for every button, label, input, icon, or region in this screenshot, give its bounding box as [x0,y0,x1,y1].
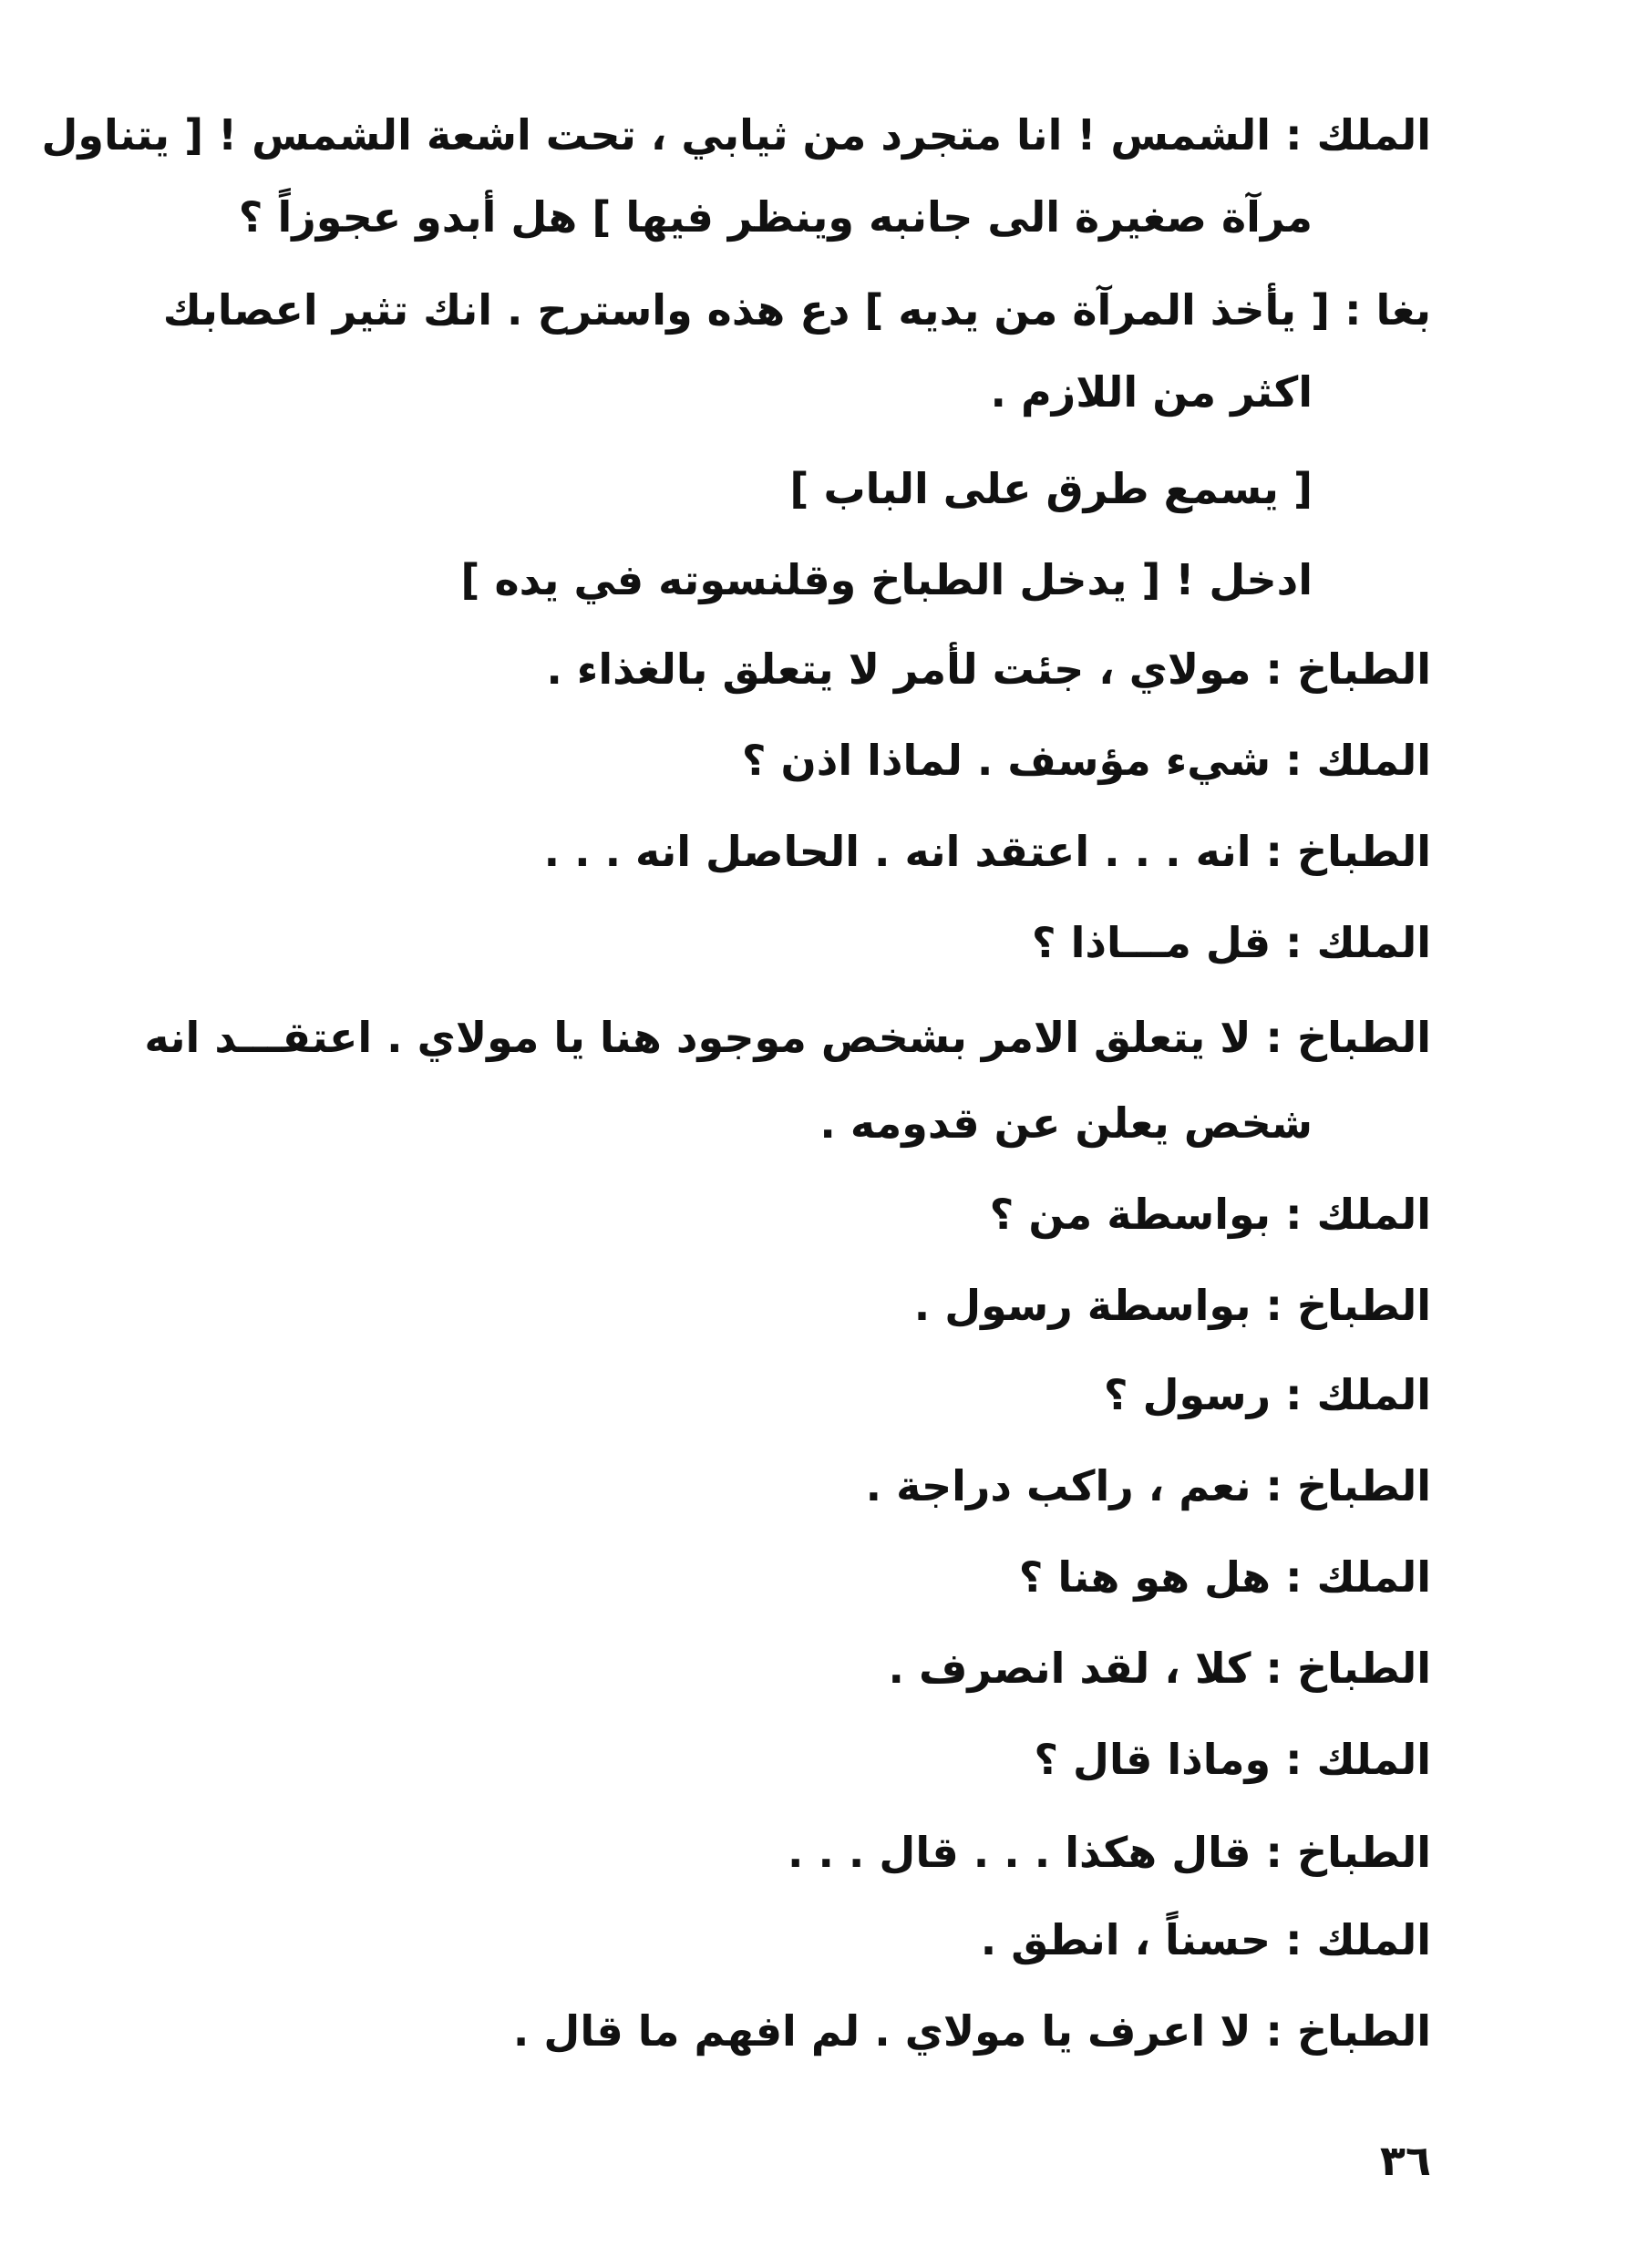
dialogue-line-21 [981,1912,1431,1967]
line-text: مولاي ، جئت لأمر لا يتعلق بالغذاء . [546,644,1266,694]
speaker-label: الطباخ : [1265,1281,1431,1330]
line-text: شخص يعلن عن قدومه . [819,1098,1313,1148]
dialogue-line-2 [239,190,1313,244]
dialogue-line-19 [1034,1732,1431,1787]
speaker-label: الطباخ : [1265,1461,1431,1510]
speaker-label: الملك : [1285,1552,1431,1602]
dialogue-line-11 [144,1010,1431,1065]
line-text: لا يتعلق الامر بشخص موجود هنا يا مولاي . اعتقـــد انه [144,1013,1266,1062]
dialogue-line-12 [819,1096,1313,1150]
line-text: قل مـــاذا ؟ [1031,918,1286,967]
dialogue-line-10 [1032,915,1431,970]
line-text: مرآة صغيرة الى جانبه وينظر فيها ] هل أبدو عجوزاً ؟ [238,192,1313,242]
line-text: هل هو هنا ؟ [1018,1552,1286,1602]
dialogue-line-13 [990,1187,1431,1242]
line-text: حسناً ، انطق . [980,1915,1286,1964]
speaker-label: بغا : [1344,285,1431,335]
dialogue-line-18 [888,1641,1431,1696]
line-text: الشمس ! انا متجرد من ثيابي ، تحت اشعة الشمس ! [ يتناول [41,110,1286,160]
line-text: [ يأخذ المرآة من يديه ] دع هذه واسترح . انك تثير اعصابك [162,285,1345,335]
line-text: بواسطة رسول . [913,1281,1266,1330]
speaker-label: الطباخ : [1265,1644,1431,1693]
line-text: ادخل ! [ يدخل الطباخ وقلنسوته في يده ] [460,555,1313,604]
speaker-label: الطباخ : [1265,644,1431,694]
dialogue-line-15 [1104,1367,1431,1422]
dialogue-line-4 [991,365,1313,419]
speaker-label: الملك : [1285,736,1431,785]
line-text: بواسطة من ؟ [989,1190,1286,1239]
speaker-label: الطباخ : [1265,1828,1431,1877]
stage-direction-line [789,461,1313,516]
dialogue-line-14 [914,1278,1431,1333]
speaker-label: الملك : [1285,1370,1431,1419]
speaker-label: الملك : [1285,1915,1431,1964]
speaker-label: الملك : [1285,918,1431,967]
stage-direction-text: [ يسمع طرق على الباب ] [789,464,1313,513]
dialogue-line-7 [546,642,1431,696]
line-text: كلا ، لقد انصرف . [888,1644,1266,1693]
dialogue-line-8 [742,733,1431,788]
dialogue-line-16 [866,1459,1431,1513]
dialogue-line-22 [513,2004,1431,2058]
line-text: وماذا قال ؟ [1034,1735,1286,1784]
speaker-label: الطباخ : [1265,827,1431,876]
line-text: شيء مؤسف . لماذا اذن ؟ [741,736,1286,785]
line-text: انه . . . اعتقد انه . الحاصل انه . . . [543,827,1266,876]
speaker-label: الملك : [1285,110,1431,160]
page-number: ٣٦ [1379,2136,1431,2185]
speaker-label: الطباخ : [1265,2006,1431,2056]
line-text: قال هكذا . . . قال . . . [787,1828,1266,1877]
line-text: نعم ، راكب دراجة . [865,1461,1266,1510]
speaker-label: الملك : [1285,1190,1431,1239]
dialogue-line-3 [163,283,1431,337]
line-text: لا اعرف يا مولاي . لم افهم ما قال . [512,2006,1266,2056]
speaker-label: الملك : [1285,1735,1431,1784]
dialogue-line-6 [460,552,1313,607]
dialogue-line-9 [544,824,1431,879]
dialogue-line-1 [41,108,1431,162]
line-text: اكثر من اللازم . [990,367,1313,417]
dialogue-line-17 [1019,1550,1431,1604]
line-text: رسول ؟ [1103,1370,1286,1419]
speaker-label: الطباخ : [1265,1013,1431,1062]
dialogue-line-20 [788,1825,1431,1880]
